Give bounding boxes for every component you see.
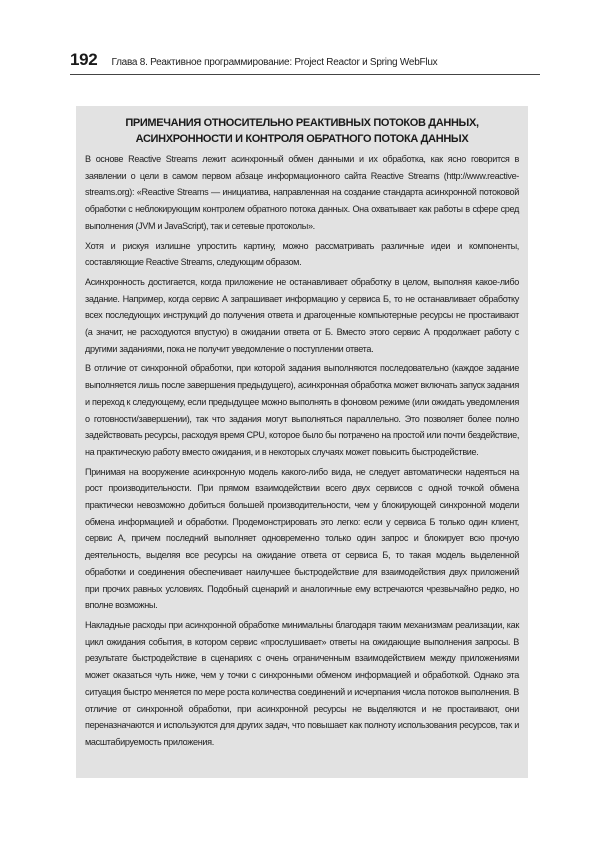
sidebar-paragraph: Хотя и рискуя излишне упростить картину, можно рассматривать различные идеи и компоненты, составляющие Reactive Streams, следующим образом.	[85, 240, 519, 268]
sidebar-title	[85, 115, 519, 147]
sidebar-paragraph: Накладные расходы при асинхронной обработке минимальны благодаря таким механизмам реализации, как цикл ожидания события, в котором сервис «прослушивает» ответы на ожидающие выполнения запросы. В результате быстродействие в сценариях с очень ограниченным взаимодействием между приложениями может оказаться чуть ниже, чем у точки с синхронными обменом информацией и обработкой. Однако эта ситуация быстро меняется по мере роста количества соединений и исчерпания числа потоков выполнения. В отличие от синхронной обработки, при асинхронной ресурсы не выделяются и не простаивают, они переназначаются и используются для других задач, что повышает как полноту использования ресурсов, так и масштабируемость приложения.	[85, 619, 519, 747]
sidebar-title-line: ПРИМЕЧАНИЯ ОТНОСИТЕЛЬНО РЕАКТИВНЫХ ПОТОКОВ ДАННЫХ,	[125, 117, 479, 129]
sidebar-paragraph: Асинхронность достигается, когда приложение не останавливает обработку в целом, выполняя какое-либо задание. Например, когда сервис А запрашивает информацию у сервиса Б, то не останавливает обработку всех последующих инструкций до получения ответа и драгоценные компьютерные ресурсы не простаивают (а значит, не расходуются впустую) в ожидании ответа от Б. Вместо этого сервис А продолжает работу с другими заданиями, пока не получит уведомление о поступлении ответа.	[85, 276, 519, 354]
sidebar-paragraph: В основе Reactive Streams лежит асинхронный обмен данными и их обработка, как ясно говорится в заявлении о цели в самом первом абзаце информационного сайта Reactive Streams (http://www.reactive-streams.org): «Reactive Streams — инициатива, направленная на создание стандарта асинхронной потоковой обработки с неблокирующим контролем обратного потока данных. Она охватывает как работы в сфере сред выполнения (JVM и JavaScript), так и сетевые протоколы».	[85, 154, 519, 231]
sidebar-box	[76, 106, 528, 778]
sidebar-paragraph: Принимая на вооружение асинхронную модель какого-либо вида, не следует автоматически надеяться на рост производительности. При прямом взаимодействии всего двух сервисов с одной точкой обмена практически невозможно добиться большей производительности, чем у блокирующей синхронной модели обмена информацией и обработки. Продемонстрировать это легко: если у сервиса Б только один клиент, сервис А, причем последний выполняет одновременно только один запрос и блокирует всю прочую деятельность, выделяя все ресурсы на ожидание ответа от сервиса Б, то такая модель выделенной обработки и соединения обеспечивает наилучшее быстродействие для взаимодействия двух приложений при прочих равных условиях. Подобный сценарий и аналогичные ему встречаются чрезвычайно редко, но вполне возможны.	[85, 466, 519, 611]
page-number: 192	[70, 50, 98, 69]
running-head: Глава 8. Реактивное программирование: Project Reactor и Spring WebFlux	[111, 57, 438, 68]
sidebar-title-line: АСИНХРОННОСТИ И КОНТРОЛЯ ОБРАТНОГО ПОТОКА ДАННЫХ	[135, 133, 469, 145]
page-header	[70, 50, 540, 75]
sidebar-paragraph: В отличие от синхронной обработки, при которой задания выполняются последовательно (каждое задание выполняется лишь после завершения предыдущего), асинхронная обработка может включать запуск задания и переход к следующему, если предыдущее можно выполнять в фоновом режиме (или ожидать уведомления о готовности/завершении), так что задания могут выполняться параллельно. Это позволяет более полно задействовать ресурсы, расходуя время CPU, которое было бы потрачено на простой или почти бездействие, на практическую работу вместо ожидания, и в некоторых случаях может повысить быстродействие.	[85, 363, 519, 457]
